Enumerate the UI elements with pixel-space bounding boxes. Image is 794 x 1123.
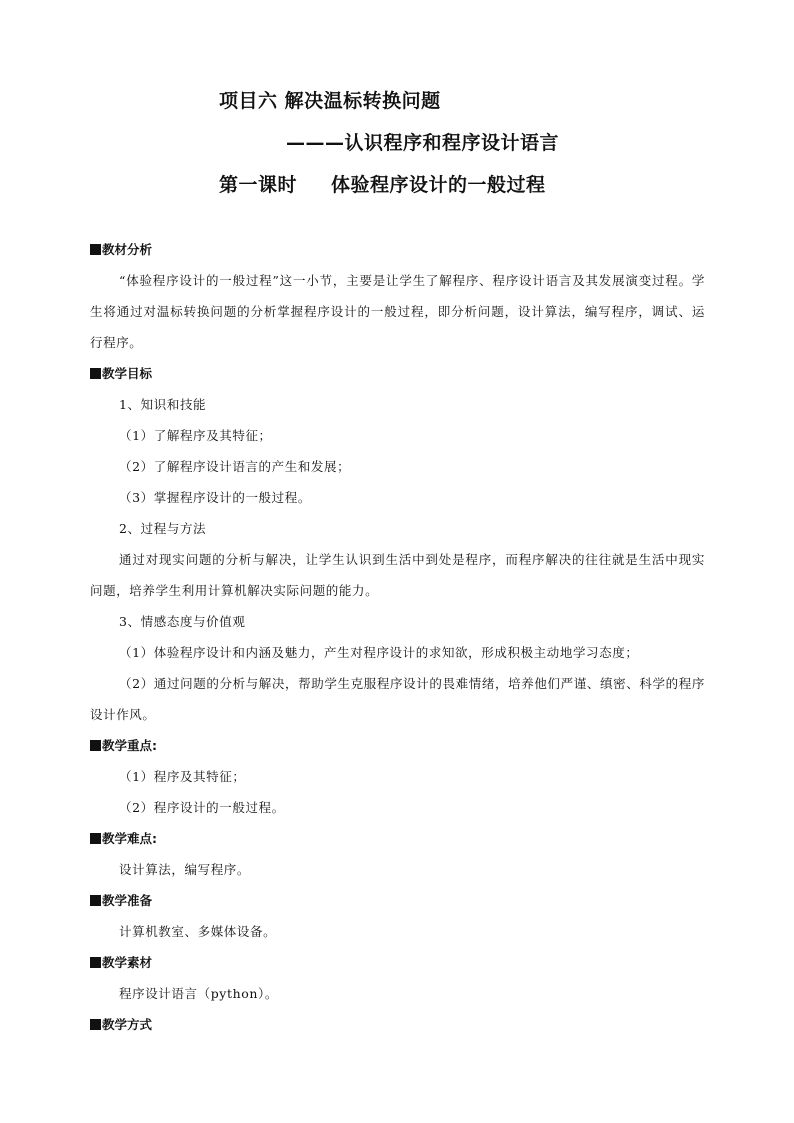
- difficulties-text: 设计算法，编写程序。: [119, 862, 251, 877]
- section-heading-textbook-analysis: 教材分析: [90, 234, 705, 265]
- goal-knowledge-item: （2）了解程序设计语言的产生和发展；: [119, 459, 351, 474]
- key-point-item: （1）程序及其特征；: [119, 769, 246, 784]
- square-bullet-icon: [90, 368, 101, 379]
- section-heading-key-points: 教学重点:: [90, 730, 705, 761]
- lesson-title: [219, 170, 546, 197]
- section-heading-teaching-goals: 教学目标: [90, 358, 705, 389]
- goal-knowledge-item: （1）了解程序及其特征；: [119, 428, 272, 443]
- goal-process-title: 2、过程与方法: [119, 521, 207, 536]
- subtitle: ———认识程序和程序设计语言: [286, 132, 560, 154]
- lesson-label: 第一课时: [219, 174, 298, 196]
- goal-knowledge-title: 1、知识和技能: [119, 397, 207, 412]
- preparation-text: 计算机教室、多媒体设备。: [119, 924, 277, 939]
- goal-knowledge-item: （3）掌握程序设计的一般过程。: [119, 490, 311, 505]
- goal-process-text: 通过对现实问题的分析与解决，让学生认识到生活中到处是程序，而程序解决的往往就是生活中现实问题，培养学生利用计算机解决实际问题的能力。: [90, 552, 705, 598]
- square-bullet-icon: [90, 833, 101, 844]
- main-title: 项目六 解决温标转换问题: [219, 90, 441, 112]
- square-bullet-icon: [90, 957, 101, 968]
- materials-text: 程序设计语言（python）。: [119, 986, 278, 1001]
- section-heading-materials: 教学素材: [90, 947, 705, 978]
- section-heading-difficulties: 教学难点:: [90, 823, 705, 854]
- square-bullet-icon: [90, 895, 101, 906]
- square-bullet-icon: [90, 244, 101, 255]
- section-heading-preparation: 教学准备: [90, 885, 705, 916]
- lesson-content: [90, 234, 705, 1040]
- key-point-item: （2）程序设计的一般过程。: [119, 800, 285, 815]
- textbook-analysis-text: “体验程序设计的一般过程”这一小节，主要是让学生了解程序、程序设计语言及其发展演变过程。学生将通过对温标转换问题的分析掌握程序设计的一般过程，即分析问题，设计算法，编写程序，调试、运行程序。: [90, 273, 705, 350]
- square-bullet-icon: [90, 740, 101, 751]
- goal-attitude-item: （2）通过问题的分析与解决，帮助学生克服程序设计的畏难情绪，培养他们严谨、缜密、科学的程序设计作风。: [90, 676, 705, 722]
- goal-attitude-item: （1）体验程序设计和内涵及魅力，产生对程序设计的求知欲，形成积极主动地学习态度；: [119, 645, 639, 660]
- goal-attitude-title: 3、情感态度与价值观: [119, 614, 246, 629]
- lesson-name: 体验程序设计的一般过程: [331, 174, 546, 196]
- square-bullet-icon: [90, 1019, 101, 1030]
- section-heading-methods: 教学方式: [90, 1009, 705, 1040]
